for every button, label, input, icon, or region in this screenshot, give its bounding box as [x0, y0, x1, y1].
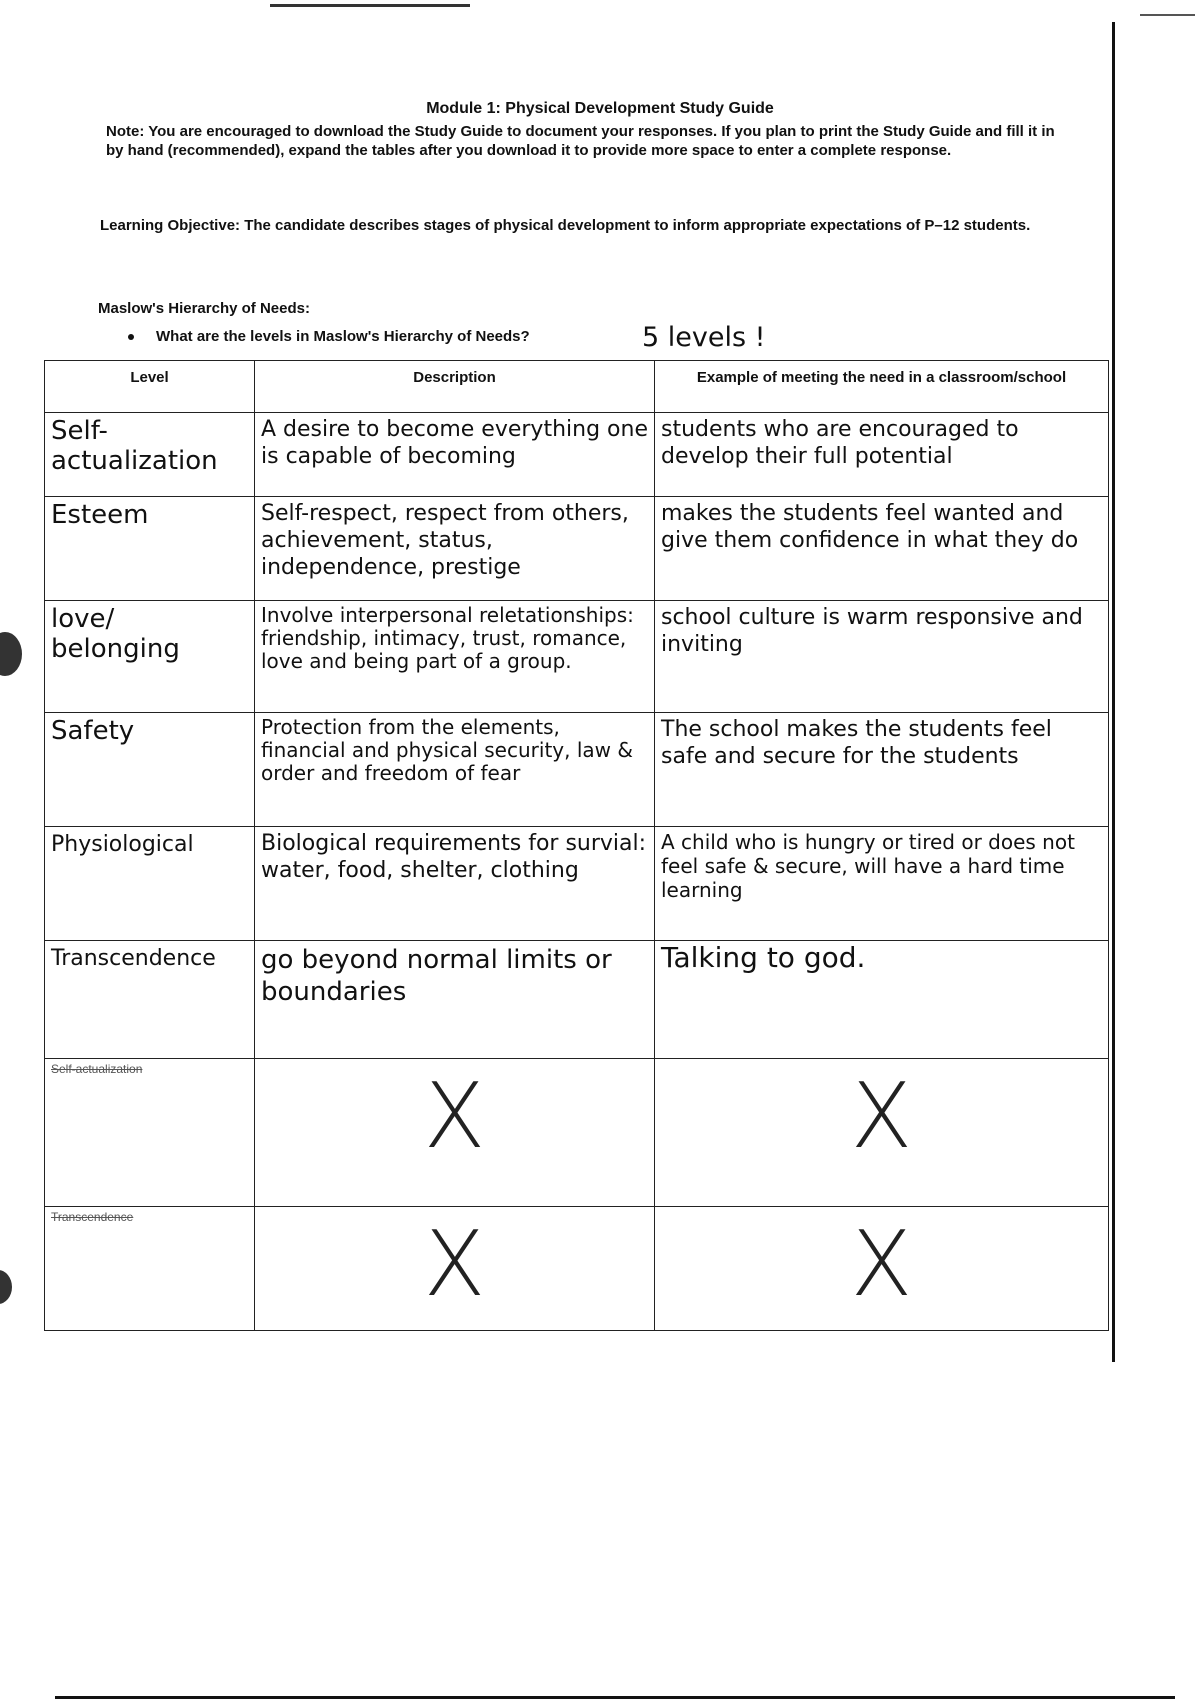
example-cell: makes the students feel wanted and give them confidence in what they do	[655, 497, 1109, 601]
header-description: Description	[255, 361, 655, 413]
level-cell: Transcendence	[45, 941, 255, 1059]
header-level: Level	[45, 361, 255, 413]
example-cell: school culture is warm responsive and inviting	[655, 601, 1109, 713]
table-row	[45, 713, 1109, 827]
objective-label: Learning Objective:	[100, 217, 241, 234]
crossed-out-cell: X	[255, 1059, 655, 1207]
bullet-icon	[128, 334, 134, 340]
table-row	[45, 1059, 1109, 1207]
level-cell: love/ belonging	[45, 601, 255, 713]
note-label: Note:	[106, 123, 145, 140]
description-cell: Biological requirements for survial: water, food, shelter, clothing	[255, 827, 655, 941]
question-item	[128, 328, 530, 345]
level-cell: Transcendence	[45, 1207, 255, 1331]
learning-objective	[100, 216, 1050, 235]
example-cell: A child who is hungry or tired or does not feel safe & secure, will have a hard time learning	[655, 827, 1109, 941]
maslow-table	[44, 360, 1109, 1331]
note-paragraph	[106, 122, 1056, 160]
table-row	[45, 497, 1109, 601]
level-cell: Self-actualization	[45, 413, 255, 497]
crossed-out-cell: X	[255, 1207, 655, 1331]
description-cell: A desire to become everything one is capable of becoming	[255, 413, 655, 497]
table-row	[45, 601, 1109, 713]
crossed-out-cell: X	[655, 1059, 1109, 1207]
objective-text: The candidate describes stages of physical development to inform appropriate expectations of P–12 students.	[240, 217, 1031, 234]
table-row	[45, 413, 1109, 497]
table-row	[45, 1207, 1109, 1331]
table-row	[45, 941, 1109, 1059]
level-cell: Safety	[45, 713, 255, 827]
note-text: You are encouraged to download the Study Guide to document your responses. If you plan to print the Study Guide and fill it in by hand (recommended), expand the tables after you download it to provide more space to enter a complete response.	[106, 123, 1055, 159]
section-heading: Maslow's Hierarchy of Needs:	[98, 300, 310, 317]
level-cell: Self-actualization	[45, 1059, 255, 1207]
description-cell: Involve interpersonal reletationships: friendship, intimacy, trust, romance, love and being part of a group.	[255, 601, 655, 713]
level-cell: Esteem	[45, 497, 255, 601]
level-cell: Physiological	[45, 827, 255, 941]
question-text: What are the levels in Maslow's Hierarchy of Needs?	[156, 328, 530, 345]
question-answer: 5 levels !	[642, 322, 766, 353]
example-cell: The school makes the students feel safe and secure for the students	[655, 713, 1109, 827]
description-cell: go beyond normal limits or boundaries	[255, 941, 655, 1059]
table-row	[45, 827, 1109, 941]
table-header-row	[45, 361, 1109, 413]
crossed-out-cell: X	[655, 1207, 1109, 1331]
example-cell: Talking to god.	[655, 941, 1109, 1059]
description-cell: Protection from the elements, financial and physical security, law & order and freedom of fear	[255, 713, 655, 827]
description-cell: Self-respect, respect from others, achievement, status, independence, prestige	[255, 497, 655, 601]
example-cell: students who are encouraged to develop their full potential	[655, 413, 1109, 497]
header-example: Example of meeting the need in a classroom/school	[655, 361, 1109, 413]
page-title: Module 1: Physical Development Study Guide	[426, 100, 774, 117]
